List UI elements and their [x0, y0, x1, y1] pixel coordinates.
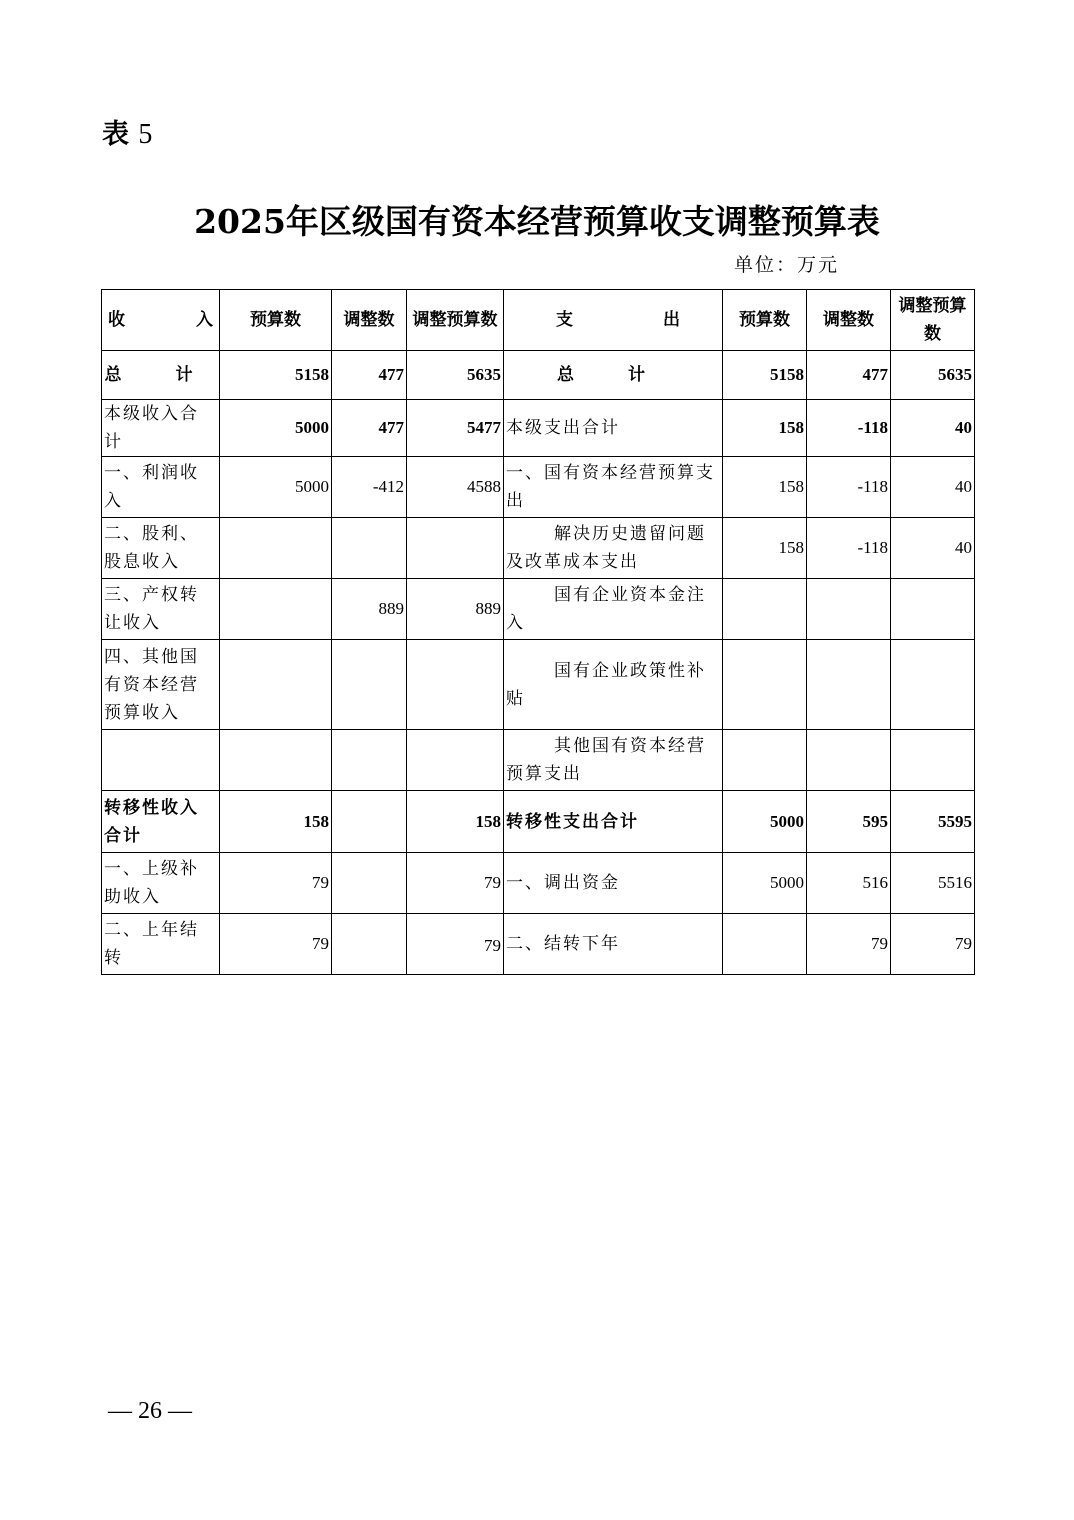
expense-budget-cell: 158	[723, 400, 807, 457]
table-row	[102, 791, 975, 853]
income-adjusted-cell: 4588	[407, 457, 504, 518]
expense-adjusted-cell	[891, 640, 975, 730]
budget-table	[101, 289, 975, 975]
table-label-prefix: 表	[102, 119, 129, 150]
income-budget-cell	[220, 640, 332, 730]
income-adjusted-cell	[407, 730, 504, 791]
expense-cell: 总 计	[504, 351, 723, 400]
table-number-label	[102, 112, 152, 151]
income-budget-cell: 5000	[220, 400, 332, 457]
expense-budget-cell: 5000	[723, 853, 807, 914]
expense-adjusted-cell: 5635	[891, 351, 975, 400]
header-expense: 支 出	[504, 290, 723, 351]
income-cell: 三、产权转让收入	[102, 579, 220, 640]
income-budget-cell: 79	[220, 853, 332, 914]
income-adjusted-cell: 5477	[407, 400, 504, 457]
table-row	[102, 400, 975, 457]
table-row	[102, 518, 975, 579]
income-cell: 一、利润收入	[102, 457, 220, 518]
expense-cell: 转移性支出合计	[504, 791, 723, 853]
income-adjust-cell	[332, 518, 407, 579]
income-cell: 本级收入合计	[102, 400, 220, 457]
header-expense-budget: 预算数	[723, 290, 807, 351]
table-row	[102, 457, 975, 518]
income-adjusted-cell: 79	[407, 914, 504, 975]
expense-budget-cell: 158	[723, 457, 807, 518]
expense-budget-cell: 158	[723, 518, 807, 579]
income-budget-cell	[220, 730, 332, 791]
expense-cell: 二、结转下年	[504, 914, 723, 975]
expense-cell: 其他国有资本经营预算支出	[504, 730, 723, 791]
expense-adjust-cell	[807, 579, 891, 640]
expense-adjust-cell: -118	[807, 400, 891, 457]
expense-adjusted-cell: 5595	[891, 791, 975, 853]
expense-budget-cell: 5158	[723, 351, 807, 400]
income-adjusted-cell	[407, 518, 504, 579]
income-cell: 一、上级补助收入	[102, 853, 220, 914]
header-income-adjusted-budget: 调整预算数	[407, 290, 504, 351]
expense-adjust-cell	[807, 640, 891, 730]
income-adjust-cell: -412	[332, 457, 407, 518]
income-adjust-cell: 477	[332, 400, 407, 457]
income-budget-cell	[220, 579, 332, 640]
header-income: 收 入	[102, 290, 220, 351]
expense-budget-cell	[723, 640, 807, 730]
header-expense-adjusted-budget: 调整预算数	[891, 290, 975, 351]
header-row	[102, 290, 975, 351]
header-income-adjust: 调整数	[332, 290, 407, 351]
expense-adjusted-cell: 40	[891, 400, 975, 457]
income-adjusted-cell: 79	[407, 853, 504, 914]
table-row	[102, 640, 975, 730]
income-budget-cell: 5158	[220, 351, 332, 400]
income-cell: 转移性收入合计	[102, 791, 220, 853]
income-adjust-cell	[332, 791, 407, 853]
expense-adjusted-cell: 5516	[891, 853, 975, 914]
income-adjusted-cell: 889	[407, 579, 504, 640]
header-income-budget: 预算数	[220, 290, 332, 351]
income-adjusted-cell: 5635	[407, 351, 504, 400]
expense-cell: 一、调出资金	[504, 853, 723, 914]
table-row	[102, 853, 975, 914]
income-adjusted-cell	[407, 640, 504, 730]
table-row	[102, 351, 975, 400]
expense-adjust-cell	[807, 730, 891, 791]
expense-adjusted-cell: 40	[891, 518, 975, 579]
document-title: 2025年区级国有资本经营预算收支调整预算表	[194, 202, 880, 241]
table-row	[102, 730, 975, 791]
expense-adjusted-cell: 40	[891, 457, 975, 518]
expense-cell: 解决历史遗留问题及改革成本支出	[504, 518, 723, 579]
income-cell: 二、上年结转	[102, 914, 220, 975]
income-budget-cell	[220, 518, 332, 579]
expense-budget-cell	[723, 914, 807, 975]
expense-adjust-cell: 516	[807, 853, 891, 914]
expense-cell: 国有企业政策性补贴	[504, 640, 723, 730]
expense-adjusted-cell	[891, 730, 975, 791]
expense-adjusted-cell	[891, 579, 975, 640]
income-cell: 二、股利、股息收入	[102, 518, 220, 579]
table-row	[102, 914, 975, 975]
unit-label: 单位：万元	[734, 254, 840, 276]
income-adjust-cell: 889	[332, 579, 407, 640]
expense-adjust-cell: -118	[807, 457, 891, 518]
table-label-number: 5	[138, 119, 153, 150]
page-number: — 26 —	[108, 1398, 192, 1424]
expense-budget-cell	[723, 730, 807, 791]
expense-cell: 本级支出合计	[504, 400, 723, 457]
expense-adjust-cell: 79	[807, 914, 891, 975]
income-budget-cell: 79	[220, 914, 332, 975]
income-budget-cell: 158	[220, 791, 332, 853]
income-adjusted-cell: 158	[407, 791, 504, 853]
expense-adjusted-cell: 79	[891, 914, 975, 975]
expense-adjust-cell: 595	[807, 791, 891, 853]
expense-adjust-cell: 477	[807, 351, 891, 400]
income-adjust-cell	[332, 640, 407, 730]
income-cell: 总 计	[102, 351, 220, 400]
header-expense-adjust: 调整数	[807, 290, 891, 351]
expense-cell: 国有企业资本金注入	[504, 579, 723, 640]
income-adjust-cell	[332, 853, 407, 914]
income-adjust-cell	[332, 730, 407, 791]
income-cell: 四、其他国有资本经营预算收入	[102, 640, 220, 730]
income-adjust-cell: 477	[332, 351, 407, 400]
expense-budget-cell: 5000	[723, 791, 807, 853]
income-cell	[102, 730, 220, 791]
expense-adjust-cell: -118	[807, 518, 891, 579]
expense-cell: 一、国有资本经营预算支出	[504, 457, 723, 518]
income-budget-cell: 5000	[220, 457, 332, 518]
income-adjust-cell	[332, 914, 407, 975]
expense-budget-cell	[723, 579, 807, 640]
table-row	[102, 579, 975, 640]
